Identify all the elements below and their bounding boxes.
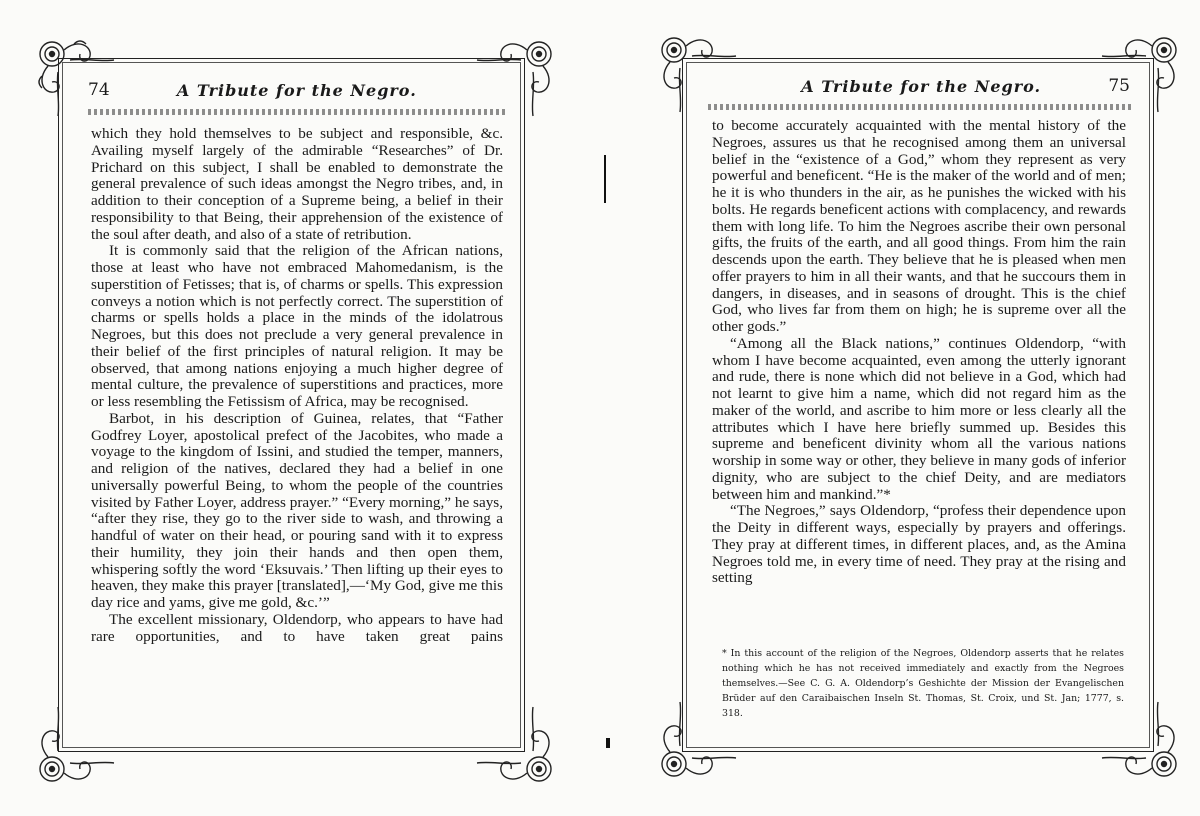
paragraph: “The Negroes,” says Oldendorp, “profess their dependence upon the Deity in different ways, especially by prayers and offerings. They pray at different times, in different places, and, as the Amina Negroes told me, in every time of need. They pray at the rising and setting <box>712 502 1126 587</box>
header-rule <box>708 104 1132 110</box>
running-title: A Tribute for the Negro. <box>176 80 417 100</box>
page-header <box>88 70 508 110</box>
paragraph: to become accurately acquainted with the mental history of the Negroes, assures us that he recognised among them an universal belief in the “existence of a God,” whom they represent as very powerful and beneficent. “He is the maker of the world and of men; he it is who thunders in the air, as he punishes the wicked with his bolts. He regards beneficent actions with complacency, and rewards them with long life. To him the Negroes ascribe their own personal gifts, the fruits of the earth, and all good things. From him the rain descends upon the earth. They believe that he is pleased when men offer prayers to him in all their wants, and that he succours them in dangers, in diseases, and in seasons of drought. This is the chief God, who lives far from them on high; he is supreme over all the other gods.” <box>712 117 1126 335</box>
paragraph: Barbot, in his description of Guinea, relates, that “Father Godfrey Loyer, apostolical prefect of the Jacobites, who made a voyage to the kingdom of Issini, and studied the temper, manners, and religion of the natives, declared they had a belief in one universally powerful Being, to whom the people of the countries visited by Father Loyer, address prayer.” “Every morning,” he says, “after they rise, they go to the river side to wash, and throwing a handful of water on their head, or pouring sand with it to express their humility, they join their hands and then open them, whispering softly the word ‘Eksuvais.’ Then lifting up their eyes to heaven, they make this prayer [translated],—‘My God, give me this day rice and yams, give me gold, &c.’” <box>91 409 503 611</box>
body-text <box>712 118 1126 587</box>
running-title: A Tribute for the Negro. <box>801 76 1042 96</box>
paragraph: which they hold themselves to be subject and responsible, &c. Availing myself largely of the admirable “Researches” of Dr. Prichard on this subject, I shall be enabled to demonstrate the general prevalence of such ideas amongst the Negro tribes, and, in addition to their conception of a Supreme being, a belief in their responsibility to that Being, their apprehension of the existence of the soul after death, and also of a state of retribution. <box>91 125 503 243</box>
page-header <box>710 66 1130 106</box>
paragraph: The excellent missionary, Oldendorp, who appears to have had rare opportunities, and to have taken great pains <box>91 610 503 645</box>
paragraph: It is commonly said that the religion of the African nations, those at least who have not embraced Mahomedanism, is the superstition of Fetisses; that is, of charms or spells. This expression conveys a notion which is not perfectly correct. The superstition of charms or spells holds a place in the minds of the idolatrous Negroes, but this does not preclude a very general prevalence in their belief of the first principles of natural religion. It may be observed, that among nations enjoying a much higher degree of mental culture, the prevalence of superstitions and practices, more or less resembling the Fetissism of Africa, may be recognised. <box>91 242 503 410</box>
paragraph: “Among all the Black nations,” continues Oldendorp, “with whom I have become acquainted, even among the utterly ignorant and rude, there is none which did not believe in a God, which had not learnt to give him a name, which did not regard him as the maker of the world, and ascribe to him more or less clearly all the attributes which I have here briefly summed up. Besides this supreme and beneficent divinity whom all the various nations worship in some way or other, they believe in many gods of inferior dignity, who are subject to the chief Deity, and are mediators between him and mankind.”* <box>712 334 1126 503</box>
body-text <box>91 126 503 645</box>
header-rule <box>88 109 506 115</box>
ornament-corner-icon <box>30 705 116 791</box>
ornament-corner-icon <box>475 705 561 791</box>
footnote: * In this account of the religion of the Negroes, Oldendorp asserts that he relates nothing which he has not received immediately and exactly from the Negroes themselves.—See C. G. A. Oldendorp’s Geshichte der Mission der Evangelischen Brüder auf den Caraibaischen Inseln St. Thomas, St. Croix, und St. Jan; 1777, s. 318. <box>722 648 1124 719</box>
page-number: 74 <box>88 80 110 100</box>
page-number: 75 <box>1108 76 1130 96</box>
